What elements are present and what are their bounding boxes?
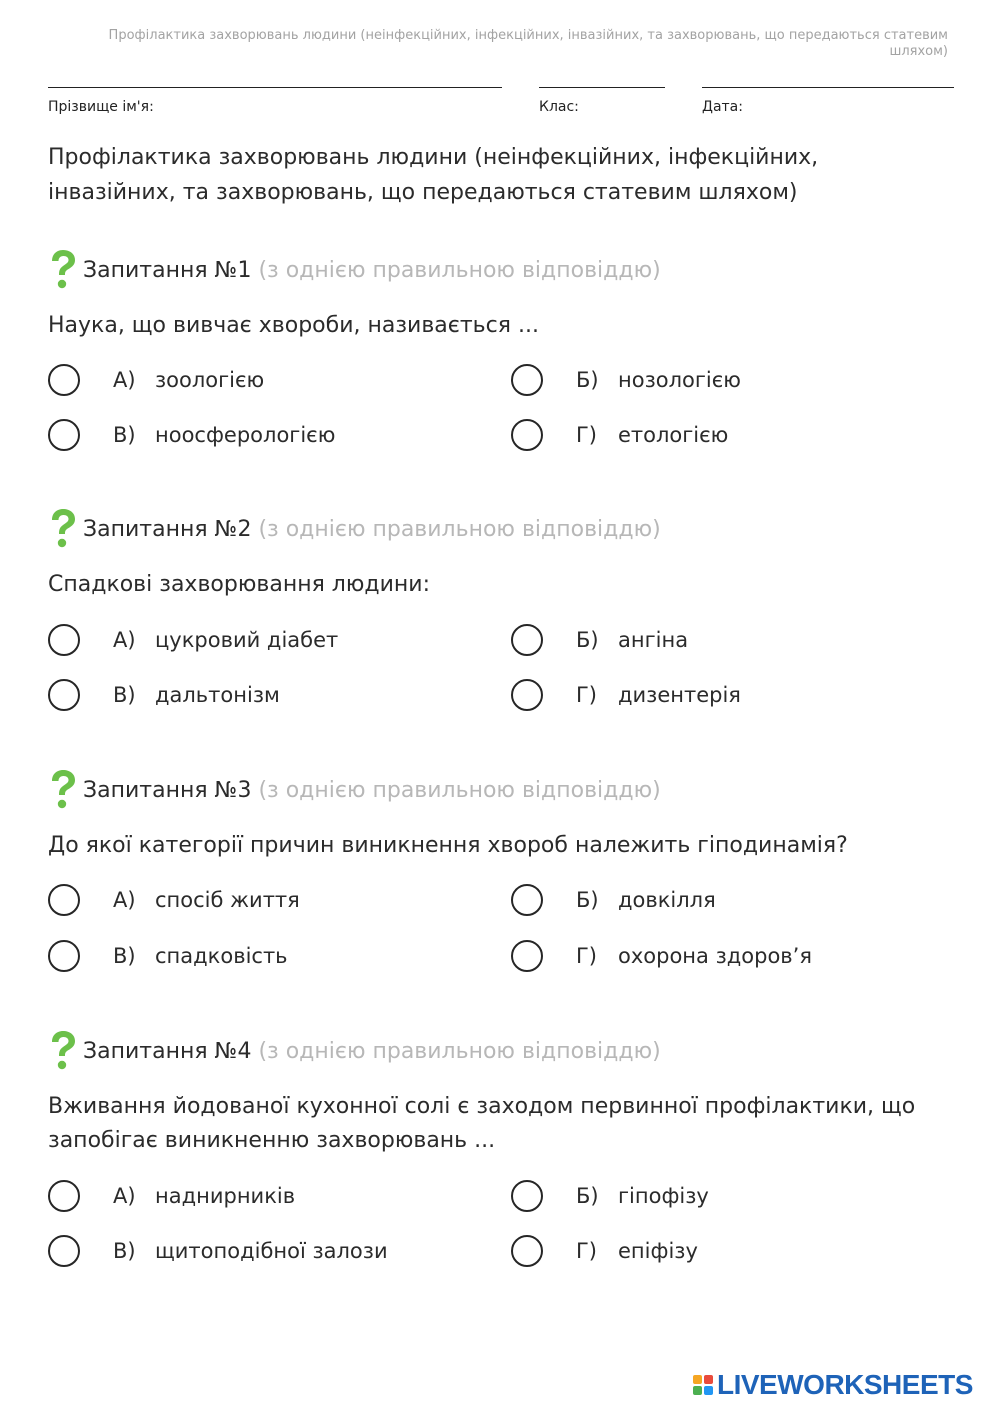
class-field[interactable] <box>539 87 665 115</box>
option-letter: Г) <box>576 683 597 707</box>
question-4-title: Запитання №4 <box>83 1038 252 1064</box>
date-field[interactable] <box>702 87 954 115</box>
question-3-option-g[interactable] <box>511 938 812 974</box>
option-text: щитоподібної залози <box>155 1239 388 1263</box>
brand-name: LIVEWORKSHEETS <box>717 1369 973 1400</box>
question-1-header <box>48 250 661 290</box>
question-mark-icon <box>48 1031 78 1071</box>
question-1-option-v[interactable] <box>48 417 335 453</box>
question-1-option-a[interactable] <box>48 362 264 398</box>
question-mark-icon <box>48 770 78 810</box>
question-4-option-g[interactable] <box>511 1233 698 1269</box>
option-letter: Б) <box>576 888 599 912</box>
option-text: ноосферологією <box>155 423 336 447</box>
question-1-hint: (з однією правильною відповіддю) <box>258 257 661 283</box>
question-2-option-g[interactable] <box>511 677 741 713</box>
name-field[interactable] <box>48 87 502 115</box>
running-header: Профілактика захворювань людини (неінфекційних, інфекційних, інвазійних, та захворювань, що передаються статевим шляхом) <box>108 28 948 59</box>
question-2-title: Запитання №2 <box>83 516 252 542</box>
question-3-title: Запитання №3 <box>83 777 252 803</box>
date-label: Дата: <box>702 99 743 115</box>
class-input-line[interactable] <box>539 87 665 88</box>
radio-button[interactable] <box>511 1180 543 1212</box>
question-3-option-a[interactable] <box>48 882 300 918</box>
radio-button[interactable] <box>48 1235 80 1267</box>
option-letter: Б) <box>576 368 599 392</box>
question-4-option-b[interactable] <box>511 1178 709 1214</box>
option-text: нозологією <box>618 368 741 392</box>
option-letter: Г) <box>576 1239 597 1263</box>
radio-button[interactable] <box>48 884 80 916</box>
worksheet-title: Профілактика захворювань людини (неінфекційних, інфекційних, інвазійних, та захворювань, що передаються статевим шляхом) <box>48 145 819 205</box>
date-input-line[interactable] <box>702 87 954 88</box>
radio-button[interactable] <box>48 940 80 972</box>
option-text: спадковість <box>155 944 288 968</box>
option-text: етологією <box>618 423 729 447</box>
question-4-text: Вживання йодованої кухонної солі є заходом первинної профілактики, що запобігає виникненню захворювань ... <box>48 1094 916 1153</box>
radio-button[interactable] <box>48 419 80 451</box>
option-letter: В) <box>113 683 136 707</box>
option-text: ангіна <box>618 628 689 652</box>
option-text: цукровий діабет <box>155 628 339 652</box>
question-2-text: Спадкові захворювання людини: <box>48 572 430 597</box>
radio-button[interactable] <box>48 624 80 656</box>
option-letter: А) <box>113 628 136 652</box>
option-letter: В) <box>113 1239 136 1263</box>
question-3-header <box>48 770 661 810</box>
radio-button[interactable] <box>511 419 543 451</box>
question-mark-icon <box>48 509 78 549</box>
option-text: дизентерія <box>618 683 741 707</box>
name-input-line[interactable] <box>48 87 502 88</box>
option-letter: А) <box>113 1184 136 1208</box>
option-text: гіпофізу <box>618 1184 709 1208</box>
question-2-hint: (з однією правильною відповіддю) <box>258 516 661 542</box>
question-4-hint: (з однією правильною відповіддю) <box>258 1038 661 1064</box>
name-label: Прізвище ім'я: <box>48 99 154 115</box>
question-4-option-v[interactable] <box>48 1233 388 1269</box>
radio-button[interactable] <box>511 679 543 711</box>
question-mark-icon <box>48 250 78 290</box>
radio-button[interactable] <box>48 1180 80 1212</box>
radio-button[interactable] <box>511 884 543 916</box>
radio-button[interactable] <box>511 624 543 656</box>
option-text: довкілля <box>618 888 716 912</box>
option-text: епіфізу <box>618 1239 698 1263</box>
option-letter: А) <box>113 368 136 392</box>
question-3-hint: (з однією правильною відповіддю) <box>258 777 661 803</box>
option-letter: В) <box>113 944 136 968</box>
question-2-option-v[interactable] <box>48 677 280 713</box>
question-1-option-g[interactable] <box>511 417 728 453</box>
question-1-text: Наука, що вивчає хвороби, називається ... <box>48 313 539 338</box>
liveworksheets-logo-icon <box>693 1375 713 1395</box>
option-text: зоологією <box>155 368 265 392</box>
option-text: спосіб життя <box>155 888 300 912</box>
option-text: дальтонізм <box>155 683 280 707</box>
question-3-text: До якої категорії причин виникнення хвороб належить гіподинамія? <box>48 833 848 858</box>
question-1-title: Запитання №1 <box>83 257 252 283</box>
class-label: Клас: <box>539 99 579 115</box>
radio-button[interactable] <box>511 1235 543 1267</box>
question-2-option-a[interactable] <box>48 622 338 658</box>
option-letter: В) <box>113 423 136 447</box>
question-2-option-b[interactable] <box>511 622 688 658</box>
radio-button[interactable] <box>511 364 543 396</box>
option-text: охорона здоров’я <box>618 944 812 968</box>
radio-button[interactable] <box>511 940 543 972</box>
question-4-header <box>48 1031 661 1071</box>
question-4-option-a[interactable] <box>48 1178 295 1214</box>
radio-button[interactable] <box>48 679 80 711</box>
question-3-option-v[interactable] <box>48 938 288 974</box>
question-2-header <box>48 509 661 549</box>
option-letter: А) <box>113 888 136 912</box>
option-letter: Б) <box>576 628 599 652</box>
option-letter: Б) <box>576 1184 599 1208</box>
option-letter: Г) <box>576 944 597 968</box>
liveworksheets-brand[interactable] <box>693 1369 973 1400</box>
question-1-option-b[interactable] <box>511 362 741 398</box>
question-3-option-b[interactable] <box>511 882 716 918</box>
option-text: наднирників <box>155 1184 296 1208</box>
radio-button[interactable] <box>48 364 80 396</box>
option-letter: Г) <box>576 423 597 447</box>
